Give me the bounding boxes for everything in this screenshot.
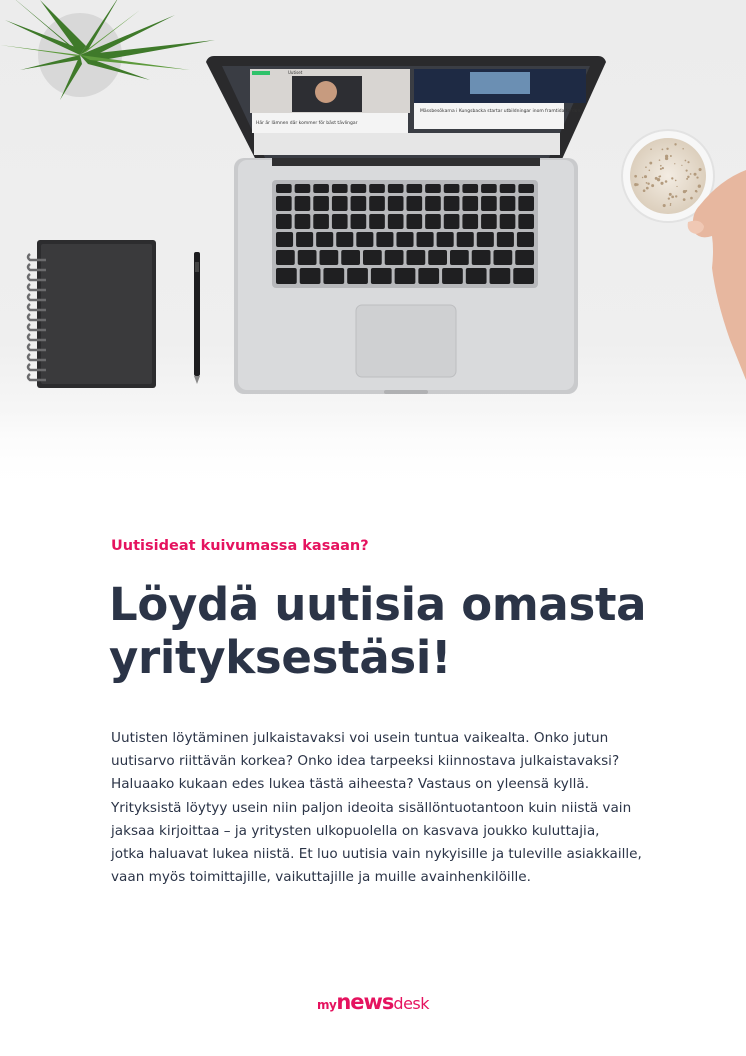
foam-dot xyxy=(646,187,649,190)
foam-dot xyxy=(646,182,648,184)
keyboard-key xyxy=(500,184,516,193)
foam-dot xyxy=(670,155,672,157)
keyboard-key xyxy=(513,268,534,284)
keyboard-key xyxy=(407,250,426,265)
hero-photo xyxy=(0,0,746,490)
foam-dot xyxy=(658,176,660,178)
keyboard-key xyxy=(407,214,423,229)
keyboard-key xyxy=(428,250,447,265)
foam-dot xyxy=(674,143,676,145)
keyboard-key xyxy=(320,250,339,265)
foam-dot xyxy=(670,204,671,205)
foam-dot xyxy=(690,197,693,200)
keyboard-key xyxy=(336,232,353,247)
keyboard-key xyxy=(517,232,534,247)
foam-dot xyxy=(649,162,652,165)
keyboard-key xyxy=(418,268,439,284)
keyboard-key xyxy=(332,214,348,229)
foam-dot xyxy=(647,183,649,185)
keyboard-key xyxy=(407,184,423,193)
foam-dot xyxy=(662,167,664,169)
body-paragraph xyxy=(111,727,651,889)
foam-dot xyxy=(696,191,698,193)
keyboard-key xyxy=(341,250,360,265)
keyboard-key xyxy=(477,232,494,247)
foam-dot xyxy=(666,148,668,150)
keyboard-key xyxy=(437,232,454,247)
foam-dot xyxy=(676,186,677,187)
keyboard-key xyxy=(462,184,478,193)
keyboard-key xyxy=(316,232,333,247)
foam-dot xyxy=(674,163,675,164)
keyboard-key xyxy=(363,250,382,265)
keyboard-key xyxy=(351,196,367,211)
keyboard-key xyxy=(388,214,404,229)
keyboard-key xyxy=(388,196,404,211)
foam-dot xyxy=(686,178,688,180)
screen-headline-left: Här är lämnen där kommer för bäst tävlingar xyxy=(256,121,358,126)
keyboard-key xyxy=(376,232,393,247)
foam-dot xyxy=(634,183,637,186)
foam-dot xyxy=(660,168,662,170)
foam-dot xyxy=(686,170,688,172)
keyboard-key xyxy=(385,250,404,265)
foam-dot xyxy=(699,168,702,171)
keyboard-key xyxy=(497,232,514,247)
body-line: jotka haluavat lukea niistä. Et luo uutisia vain nykyisille ja tuleville asiakkaille, xyxy=(111,846,642,863)
foam-dot xyxy=(665,155,668,158)
keyboard-key xyxy=(462,214,478,229)
keyboard-key xyxy=(490,268,511,284)
keyboard-key xyxy=(369,196,385,211)
foam-dot xyxy=(696,176,698,178)
keyboard-key xyxy=(481,184,497,193)
keyboard-key xyxy=(298,250,317,265)
keyboard-key xyxy=(442,268,463,284)
keyboard-key xyxy=(276,196,292,211)
foam-dot xyxy=(670,203,672,205)
foam-dot xyxy=(660,182,663,185)
keyboard-key xyxy=(444,184,460,193)
keyboard-key xyxy=(351,214,367,229)
foam-dot xyxy=(671,177,673,179)
keyboard-key xyxy=(371,268,392,284)
keyboard-key xyxy=(276,232,293,247)
keyboard-key xyxy=(472,250,491,265)
keyboard-key xyxy=(388,184,404,193)
body-line: Uutisten löytäminen julkaistavaksi voi usein tuntua vaikealta. Onko jutun xyxy=(111,730,609,746)
logo-desk: desk xyxy=(393,994,430,1013)
foam-dot xyxy=(690,173,692,175)
keyboard-key xyxy=(425,214,441,229)
foam-dot xyxy=(659,159,661,161)
keyboard-key xyxy=(276,184,292,193)
keyboard-key xyxy=(481,196,497,211)
keyboard-key xyxy=(295,184,311,193)
foam-dot xyxy=(649,170,651,172)
screen-tab: Uutiset xyxy=(288,70,303,75)
foam-dot xyxy=(675,180,677,182)
keyboard-key xyxy=(347,268,368,284)
keyboard-key xyxy=(295,214,311,229)
foam-dot xyxy=(663,204,666,207)
logo-news: news xyxy=(336,990,394,1014)
notebook-icon xyxy=(28,240,156,388)
keyboard-key xyxy=(369,184,385,193)
foam-dot xyxy=(675,195,677,197)
keyboard-key xyxy=(481,214,497,229)
keyboard-key xyxy=(425,196,441,211)
keyboard-key xyxy=(276,250,295,265)
keyboard-key xyxy=(369,214,385,229)
foam-dot xyxy=(694,173,697,176)
keyboard-key xyxy=(494,250,513,265)
keyboard-key xyxy=(417,232,434,247)
page-title xyxy=(109,578,669,684)
keyboard-key xyxy=(466,268,487,284)
screen-headline-right: Mässbesökarna i Kungsbacka startar utbildningar inom framtida fordon xyxy=(420,109,581,114)
foam-dot xyxy=(655,177,658,180)
foam-dot xyxy=(634,175,637,178)
foam-dot xyxy=(681,165,682,166)
body-line: vaan myös toimittajille, vaikuttajille ja muille avainhenkilöille. xyxy=(111,869,531,886)
foam-dot xyxy=(668,197,670,199)
keyboard-key xyxy=(313,184,329,193)
foam-dot xyxy=(687,176,689,178)
foam-dot xyxy=(682,148,684,150)
foam-dot xyxy=(650,148,652,150)
keyboard-key xyxy=(276,268,297,284)
eyebrow-text: Uutisideat kuivumassa kasaan? xyxy=(111,538,369,554)
foam-dot xyxy=(685,190,687,192)
keyboard-key xyxy=(518,214,534,229)
desk-scene xyxy=(0,0,746,490)
keyboard-key xyxy=(515,250,534,265)
keyboard-key xyxy=(457,232,474,247)
body-line: Haluaako kukaan edes lukea tästä aiheesta? Vastaus on yleensä kyllä. xyxy=(111,776,590,793)
keyboard-key xyxy=(276,214,292,229)
foam-dot xyxy=(644,175,647,178)
keyboard-key xyxy=(351,184,367,193)
body-line: jaksaa kirjoittaa – ja yritysten ulkopuolella on kasvava joukko kuluttajia, xyxy=(111,822,600,839)
keyboard-key xyxy=(300,268,321,284)
keyboard-key xyxy=(500,214,516,229)
keyboard-key xyxy=(356,232,373,247)
keyboard-key xyxy=(450,250,469,265)
keyboard-key xyxy=(425,184,441,193)
keyboard-key xyxy=(444,214,460,229)
foam-dot xyxy=(642,177,643,178)
keyboard-key xyxy=(444,196,460,211)
keyboard-key xyxy=(296,232,313,247)
keyboard-key xyxy=(500,196,516,211)
foam-dot xyxy=(698,185,701,188)
keyboard-key xyxy=(462,196,478,211)
foam-dot xyxy=(660,165,662,167)
keyboard-key xyxy=(396,232,413,247)
foam-dot xyxy=(662,149,664,151)
keyboard-key xyxy=(332,196,348,211)
plant-icon xyxy=(0,0,215,100)
keyboard-key xyxy=(313,214,329,229)
keyboard-key xyxy=(295,196,311,211)
foam-dot xyxy=(687,161,689,163)
foam-dot xyxy=(651,184,654,187)
body-line: uutisarvo riittävän korkea? Onko idea tarpeeksi kiinnostava julkaistavaksi? xyxy=(111,753,620,770)
body-line: Yrityksistä löytyy usein niin paljon ideoita sisällöntuotantoon kuin niistä vain xyxy=(111,799,632,816)
foam-dot xyxy=(683,198,686,201)
laptop-icon xyxy=(206,56,606,394)
foam-dot xyxy=(685,160,687,162)
keyboard-key xyxy=(323,268,344,284)
logo-my: my xyxy=(316,998,337,1012)
keyboard-key xyxy=(407,196,423,211)
foam-dot xyxy=(645,166,647,168)
foam-dot xyxy=(643,189,646,192)
pen-icon xyxy=(194,252,200,384)
mynewsdesk-logo xyxy=(0,990,746,1014)
keyboard-key xyxy=(332,184,348,193)
keyboard-key xyxy=(518,196,534,211)
keyboard-key xyxy=(313,196,329,211)
headline-line-1: Löydä uutisia omasta xyxy=(109,578,647,631)
keyboard-key xyxy=(518,184,534,193)
foam-dot xyxy=(669,193,672,196)
foam-dot xyxy=(665,180,668,183)
headline-line-2: yrityksestäsi! xyxy=(109,631,452,684)
foam-dot xyxy=(671,195,674,198)
keyboard-key xyxy=(395,268,416,284)
